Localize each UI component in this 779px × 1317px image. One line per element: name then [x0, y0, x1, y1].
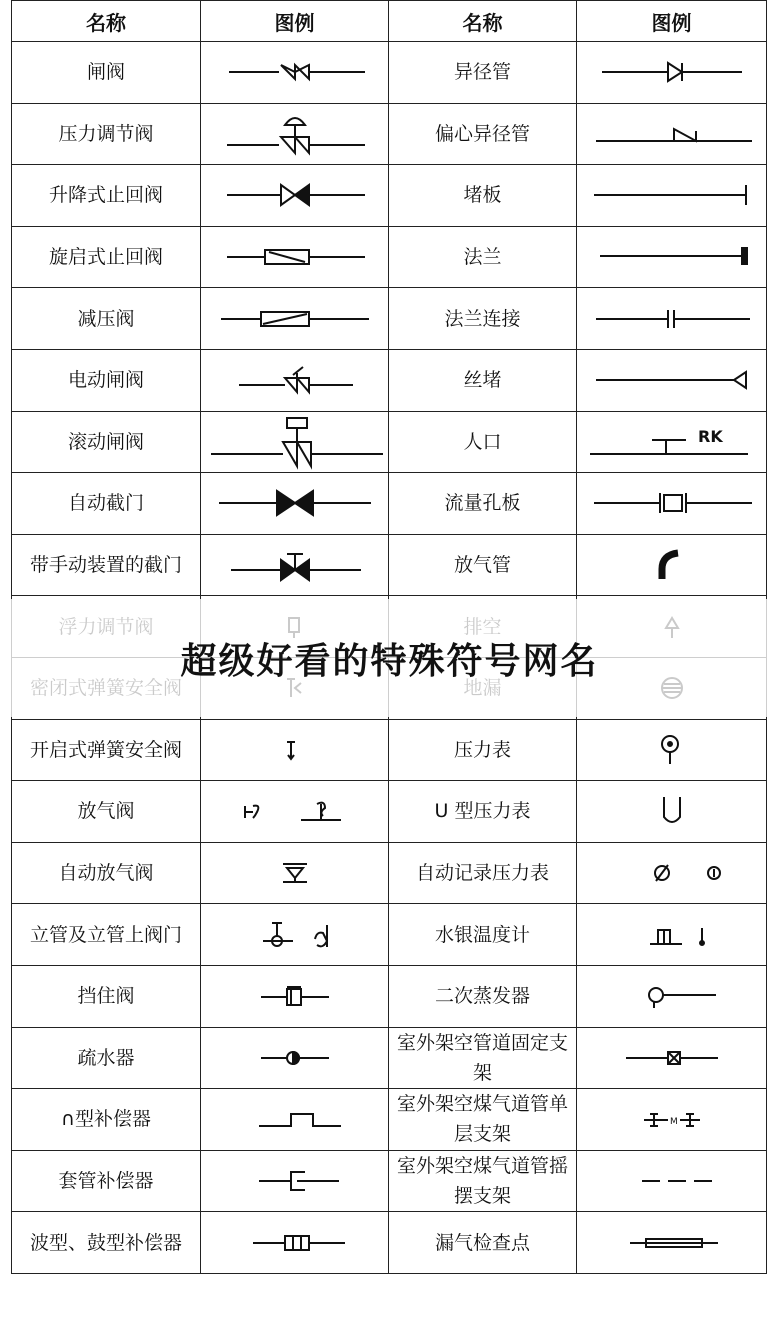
name-cell: 水银温度计 [389, 904, 577, 966]
table-row [12, 719, 767, 781]
overlay-banner [0, 599, 779, 717]
table-row [12, 411, 767, 473]
table-row [12, 781, 767, 843]
reducer-symbol [577, 42, 767, 104]
name-cell: 挡住阀 [12, 965, 201, 1027]
name-cell: 自动截门 [12, 473, 201, 535]
table-row [12, 473, 767, 535]
flange-connection-symbol [577, 288, 767, 350]
name-cell: 法兰连接 [389, 288, 577, 350]
secondary-evaporator-symbol [577, 965, 767, 1027]
name-cell: 人口 [389, 411, 577, 473]
open-spring-safety-valve-symbol [201, 719, 389, 781]
name-cell: 波型、鼓型补偿器 [12, 1212, 201, 1274]
name-cell: 压力调节阀 [12, 103, 201, 165]
pressure-gauge-symbol [577, 719, 767, 781]
name-cell: 二次蒸发器 [389, 965, 577, 1027]
name-cell: 放气管 [389, 534, 577, 596]
name-cell: 立管及立管上阀门 [12, 904, 201, 966]
overlay-title: 超级好看的特殊符号网名 [180, 640, 599, 682]
eccentric-reducer-symbol [577, 103, 767, 165]
name-cell: 压力表 [389, 719, 577, 781]
recording-pressure-gauge-symbol [577, 842, 767, 904]
table-row [12, 842, 767, 904]
name-cell: 电动闸阀 [12, 349, 201, 411]
mercury-thermometer-symbol [577, 904, 767, 966]
table-row [12, 42, 767, 104]
support-m-label: M [669, 1117, 678, 1128]
header-name-right: 名称 [389, 1, 577, 42]
pressure-regulating-valve-symbol [201, 103, 389, 165]
name-cell: 漏气检查点 [389, 1212, 577, 1274]
name-cell: 室外架空煤气道管摇摆支架 [389, 1150, 577, 1212]
name-cell: 丝堵 [389, 349, 577, 411]
name-cell: 流量孔板 [389, 473, 577, 535]
name-cell: 自动放气阀 [12, 842, 201, 904]
name-cell: U 型压力表 [389, 781, 577, 843]
name-cell: 堵板 [389, 165, 577, 227]
fixed-support-symbol [577, 1027, 767, 1089]
header-symbol-left: 图例 [201, 1, 389, 42]
vent-pipe-symbol [577, 534, 767, 596]
swing-support-symbol [577, 1150, 767, 1212]
name-cell: 疏水器 [12, 1027, 201, 1089]
table-row [12, 165, 767, 227]
table-row [12, 904, 767, 966]
lift-check-valve-symbol [201, 165, 389, 227]
table-row [12, 1212, 767, 1274]
table-row [12, 226, 767, 288]
manhole-symbol [577, 411, 767, 473]
name-cell: 异径管 [389, 42, 577, 104]
table-header-row [12, 1, 767, 42]
name-cell: 减压阀 [12, 288, 201, 350]
header-symbol-right: 图例 [577, 1, 767, 42]
table-row [12, 103, 767, 165]
table-row [12, 349, 767, 411]
name-cell: 旋启式止回阀 [12, 226, 201, 288]
name-cell: 带手动装置的截门 [12, 534, 201, 596]
name-cell: 放气阀 [12, 781, 201, 843]
steam-trap-symbol [201, 1027, 389, 1089]
name-cell: 自动记录压力表 [389, 842, 577, 904]
pressure-reducing-valve-symbol [201, 288, 389, 350]
riser-valve-symbol [201, 904, 389, 966]
flange-symbol [577, 226, 767, 288]
blind-plate-symbol [577, 165, 767, 227]
name-cell: 升降式止回阀 [12, 165, 201, 227]
name-cell: ∩型补偿器 [12, 1089, 201, 1151]
table-row [12, 1089, 767, 1151]
header-name-left: 名称 [12, 1, 201, 42]
manhole-rk-label: RK [697, 426, 723, 446]
automatic-vent-valve-symbol [201, 842, 389, 904]
electric-gate-valve-symbol [201, 349, 389, 411]
gate-valve-symbol [201, 42, 389, 104]
table-row [12, 965, 767, 1027]
manual-stop-valve-symbol [201, 534, 389, 596]
table-row [12, 288, 767, 350]
swing-check-valve-symbol [201, 226, 389, 288]
name-cell: 室外架空煤气道管单层支架 [389, 1089, 577, 1151]
vent-valve-symbol [201, 781, 389, 843]
rolling-gate-valve-symbol [201, 411, 389, 473]
table-row [12, 1027, 767, 1089]
u-type-pressure-gauge-symbol [577, 781, 767, 843]
name-cell: 偏心异径管 [389, 103, 577, 165]
bellows-compensator-symbol [201, 1212, 389, 1274]
name-cell: 滚动闸阀 [12, 411, 201, 473]
name-cell: 开启式弹簧安全阀 [12, 719, 201, 781]
automatic-stop-valve-symbol [201, 473, 389, 535]
retaining-valve-symbol [201, 965, 389, 1027]
sleeve-compensator-symbol [201, 1150, 389, 1212]
single-layer-support-symbol [577, 1089, 767, 1151]
screw-plug-symbol [577, 349, 767, 411]
table-row [12, 1150, 767, 1212]
table-row [12, 534, 767, 596]
name-cell: 法兰 [389, 226, 577, 288]
name-cell: 闸阀 [12, 42, 201, 104]
flow-orifice-plate-symbol [577, 473, 767, 535]
leak-check-point-symbol [577, 1212, 767, 1274]
name-cell: 室外架空管道固定支架 [389, 1027, 577, 1089]
name-cell: 套管补偿器 [12, 1150, 201, 1212]
omega-compensator-symbol [201, 1089, 389, 1151]
